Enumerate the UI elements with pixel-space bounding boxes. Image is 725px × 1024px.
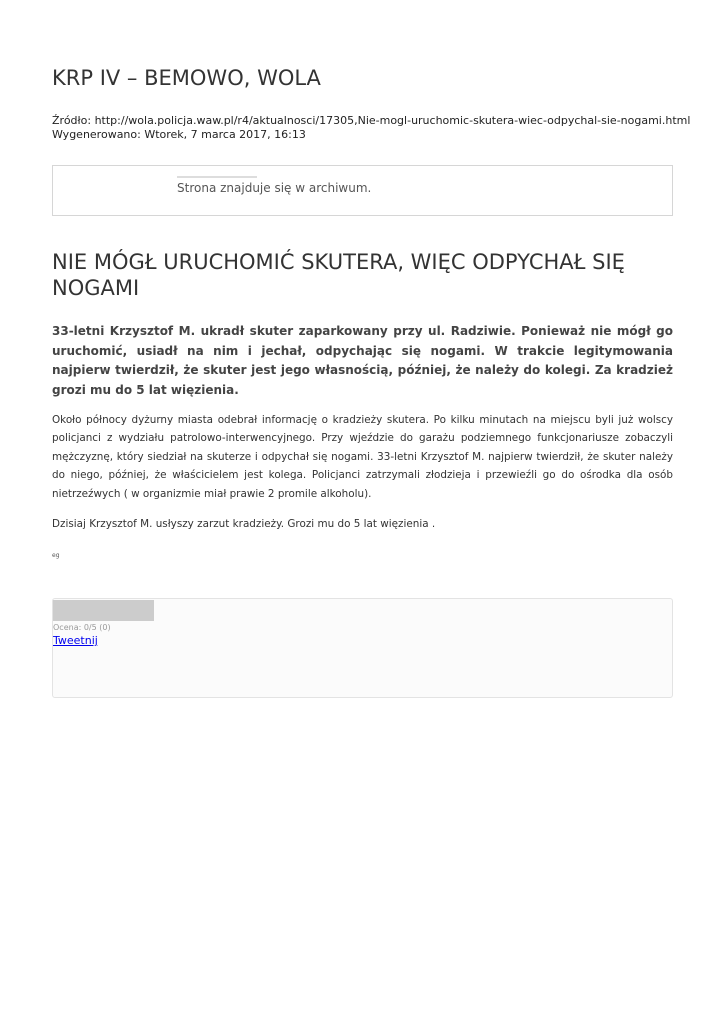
rating-stars-bar[interactable] — [53, 600, 154, 621]
tweet-link[interactable]: Tweetnij — [53, 634, 98, 647]
article-title: NIE MÓGŁ URUCHOMIĆ SKUTERA, WIĘC ODPYCHAŁ SIĘ NOGAMI — [52, 250, 625, 300]
article-lead: 33-letni Krzysztof M. ukradł skuter zaparkowany przy ul. Radziwie. Ponieważ nie mógł go uruchomić, usiadł na nim i jechał, odpychając się nogami. W trakcie legitymowania najpierw twierdził, że skuter jest jego własnością, później, że należy do kolegi. Za kradzież grozi mu do 5 lat więzienia. — [52, 324, 673, 397]
rating-label: Ocena: 0/5 (0) — [53, 623, 111, 632]
archive-notice-box — [52, 165, 673, 216]
author-initials: eg — [52, 552, 60, 559]
rating-box — [52, 598, 673, 698]
generated-line: Wygenerowano: Wtorek, 7 marca 2017, 16:13 — [52, 128, 306, 141]
source-line: Źródło: http://wola.policja.waw.pl/r4/aktualnosci/17305,Nie-mogl-uruchomic-skutera-wiec-odpychal-sie-nogami.html — [52, 114, 691, 127]
article-paragraph: Około północy dyżurny miasta odebrał informację o kradzieży skutera. Po kilku minutach na miejscu byli już wolscy policjanci z wydziału patrolowo-interwencyjnego. Przy wjeździe do garażu podziemnego funkcjonariusze zobaczyli mężczyznę, który siedział na skuterze i odpychał się nogami. 33-letni Krzysztof M. najpierw twierdził, że skuter należy do niego, później, że właścicielem jest kolega. Policjanci zatrzymali złodzieja i przewieźli go do ośrodka dla osób nietrzeźwych ( w organizmie miał prawie 2 promile alkoholu). — [52, 414, 673, 500]
article-paragraph: Dzisiaj Krzysztof M. usłyszy zarzut kradzieży. Grozi mu do 5 lat więzienia . — [52, 518, 436, 530]
site-title: KRP IV – BEMOWO, WOLA — [52, 66, 321, 90]
archive-notice: Strona znajduje się w archiwum. — [177, 181, 372, 195]
page-meta — [52, 114, 690, 142]
archive-divider — [177, 176, 257, 178]
